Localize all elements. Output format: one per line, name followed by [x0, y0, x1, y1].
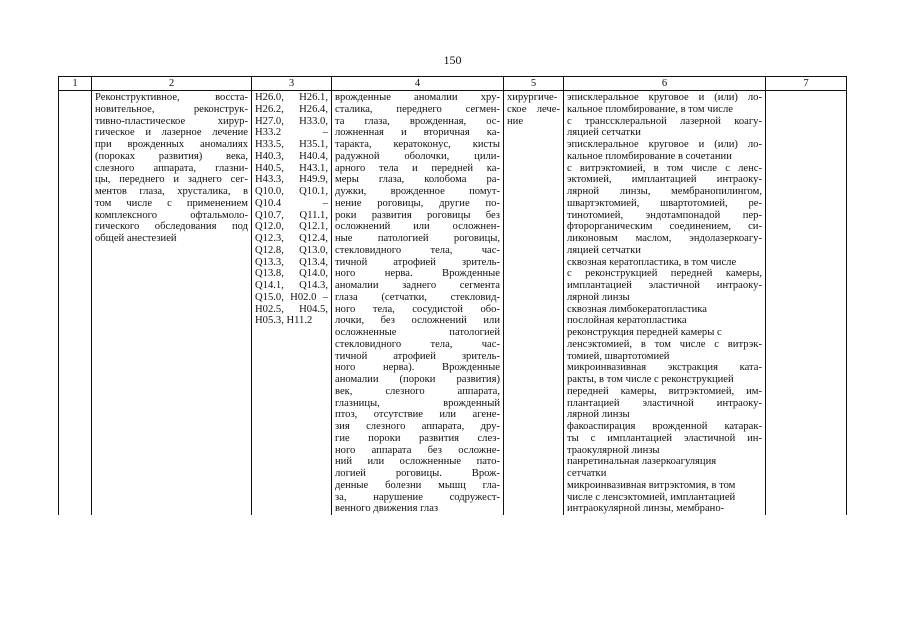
col6-line: с реконструкцией передней камеры,: [567, 268, 762, 280]
col4-line: меры глаза, колобома ра-: [335, 174, 500, 186]
col4-line: арного тела и передней ка-: [335, 162, 500, 174]
col3-line: H40.5, H43.1,: [255, 162, 328, 174]
col6-line: лярной линзы, мембранопилингом,: [567, 186, 762, 197]
cell-methods: [564, 91, 766, 516]
col4-line: логией роговицы. Врож-: [335, 468, 500, 479]
col6-line: ляцией сетчатки: [567, 244, 641, 256]
col2-line: гическое и лазерное лечение: [95, 127, 248, 139]
cell-icd-codes: [252, 91, 332, 516]
col6-line: траокулярной линзы: [567, 444, 660, 456]
col2-line: (пороках развития) века,: [95, 150, 248, 162]
col4-line: таракта, кератоконус, кисты: [335, 139, 500, 150]
col4-line: осложненные патологией: [335, 327, 500, 338]
col4-line: нение роговицы, другие по-: [335, 197, 500, 209]
col3-line: H33.5, H35.1,: [255, 139, 328, 150]
medical-procedures-table: [58, 76, 847, 515]
cell-treatment-kind: [504, 91, 564, 516]
col4-line: денные болезни мышц гла-: [335, 479, 500, 491]
col3-line: H26.0, H26.1,: [255, 92, 328, 103]
col3-line: Q12.8, Q13.0,: [255, 244, 328, 256]
cell-diagnosis: [332, 91, 504, 516]
col6-line: кальное пломбирование, в том числе: [567, 103, 733, 115]
col6-line: с витрэктомией, в том числе с ленс-: [567, 162, 762, 174]
col6-line: эписклеральное круговое и (или) ло-: [567, 139, 762, 150]
col3-line: Q10.4 –: [255, 197, 328, 209]
col6-line: лярной линзы: [567, 409, 630, 421]
col4-line: аномалии заднего сегмента: [335, 280, 500, 291]
col3-line: Q10.7, Q11.1,: [255, 209, 328, 221]
col2-line: общей анестезией: [95, 233, 177, 244]
col4-line: стекловидного тела, час-: [335, 338, 500, 350]
column-header-7: 7: [766, 77, 847, 91]
col6-line: эктомией, имплантацией интраоку-: [567, 174, 762, 186]
col4-line: глазницы, врожденный: [335, 397, 500, 409]
col6-line: фторорганическим соединением, си-: [567, 221, 762, 233]
col3-line: Q12.3, Q12.4,: [255, 233, 328, 244]
col6-line: кальное пломбирование в сочетании: [567, 150, 732, 162]
col6-line: послойная кератопластика: [567, 315, 687, 327]
col2-line: тивно-пластическое хирур-: [95, 115, 248, 127]
col4-line: тичной атрофией зритель-: [335, 350, 500, 362]
col6-line: числе с ленсэктомией, имплантацией: [567, 491, 736, 503]
column-header-3: 3: [252, 77, 332, 91]
col3-line: H33.2 –: [255, 127, 328, 139]
col4-line: птоз, отсутствие или агене-: [335, 409, 500, 421]
col6-line: сквозная лимбокератопластика: [567, 303, 707, 315]
col4-line: сталика, переднего сегмен-: [335, 103, 500, 115]
col6-line: микроинвазивная витрэктомия, в том: [567, 479, 736, 491]
col3-line: H40.3, H40.4,: [255, 150, 328, 162]
col6-line: томией, швартотомией: [567, 350, 670, 362]
col2-line: при врожденных аномалиях: [95, 139, 248, 150]
col6-line: реконструкция передней камеры с: [567, 327, 722, 338]
col6-line: лярной линзы: [567, 291, 630, 303]
col3-line: Q14.1, Q14.3,: [255, 280, 328, 291]
column-header-6: 6: [564, 77, 766, 91]
col2-line: слезного аппарата, глазни-: [95, 162, 248, 174]
column-header-5: 5: [504, 77, 564, 91]
col3-line: Q15.0, H02.0 –: [255, 291, 328, 303]
col3-line: H43.3, H49.9,: [255, 174, 328, 186]
col4-line: гие пороки развития слез-: [335, 432, 500, 444]
col4-line: за, нарушение содружест-: [335, 491, 500, 503]
col4-line: ного нерва. Врожденные: [335, 268, 500, 280]
col3-line: H27.0, H33.0,: [255, 115, 328, 127]
table-row: [59, 91, 847, 516]
column-header-2: 2: [92, 77, 252, 91]
col6-line: ликоновым маслом, эндолазеркоагу-: [567, 233, 762, 244]
col2-line: гического обследования под: [95, 221, 248, 233]
col3-line: Q13.8, Q14.0,: [255, 268, 328, 280]
page-number: 150: [443, 53, 462, 67]
col6-line: ленсэктомией, в том числе с витрэк-: [567, 338, 762, 350]
col2-line: Реконструктивное, восста-: [95, 92, 248, 103]
col6-line: передней камеры, витрэктомией, им-: [567, 385, 762, 397]
col4-line: осложнений или осложнен-: [335, 221, 500, 233]
col4-line: роки развития роговицы без: [335, 209, 500, 221]
cell-number: [59, 91, 92, 516]
col6-line: сетчатки: [567, 468, 607, 479]
col6-line: факоаспирация врожденной катарак-: [567, 421, 762, 432]
col4-line: стекловидного тела, час-: [335, 244, 500, 256]
col6-line: микроинвазивная экстракция ката-: [567, 362, 762, 374]
col3-line: Q10.0, Q10.1,: [255, 186, 328, 197]
col4-line: аномалии (пороки развития): [335, 374, 500, 385]
column-header-4: 4: [332, 77, 504, 91]
header-row: [59, 77, 847, 91]
cell-treatment-type: [92, 91, 252, 516]
col4-line: ные патологией роговицы,: [335, 233, 500, 244]
col3-line: Q12.0, Q12.1,: [255, 221, 328, 233]
col6-line: швартэктомией, швартотомией, ре-: [567, 197, 762, 209]
cell-standard: [766, 91, 847, 516]
col6-line: ляцией сетчатки: [567, 127, 641, 139]
column-header-1: 1: [59, 77, 92, 91]
col3-line: H05.3, H11.2: [255, 315, 313, 327]
col6-line: интраокулярной линзы, мембрано-: [567, 503, 725, 515]
col4-line: та глаза, врожденная, ос-: [335, 115, 500, 127]
col5-line: ние: [507, 115, 524, 127]
col6-line: тинотомией, эндотампонадой пер-: [567, 209, 762, 221]
col6-line: имплантацией эластичной интраоку-: [567, 280, 762, 291]
col3-line: Q13.3, Q13.4,: [255, 256, 328, 268]
col4-line: ного тела, сосудистой обо-: [335, 303, 500, 315]
col4-line: дужки, врожденное помут-: [335, 186, 500, 197]
col4-line: радужной оболочки, цили-: [335, 150, 500, 162]
col2-line: ментов глаза, хрусталика, в: [95, 186, 248, 197]
col4-line: врожденные аномалии хру-: [335, 92, 500, 103]
col4-line: ного нерва). Врожденные: [335, 362, 500, 374]
col4-line: венного движения глаз: [335, 503, 439, 515]
col4-line: век, слезного аппарата,: [335, 385, 500, 397]
col3-line: H02.5, H04.5,: [255, 303, 328, 315]
col2-line: том числе с применением: [95, 197, 248, 209]
col6-line: плантацией эластичной интраоку-: [567, 397, 762, 409]
col3-line: H26.2, H26.4,: [255, 103, 328, 115]
col6-line: эписклеральное круговое и (или) ло-: [567, 92, 762, 103]
col2-line: новительное, реконструк-: [95, 103, 248, 115]
col4-line: зия слезного аппарата, дру-: [335, 421, 500, 432]
col4-line: глаза (сетчатки, стекловид-: [335, 291, 500, 303]
col4-line: ний или осложненные пато-: [335, 456, 500, 468]
col6-line: с транссклеральной лазерной коагу-: [567, 115, 762, 127]
col6-line: ты с имплантацией эластичной ин-: [567, 432, 762, 444]
col4-line: лочки, без осложнений или: [335, 315, 500, 327]
col6-line: сквозная кератопластика, в том числе: [567, 256, 737, 268]
col5-line: хирургиче-: [507, 92, 558, 103]
col2-line: цы, переднего и заднего сег-: [95, 174, 248, 186]
col4-line: ного аппарата без осложне-: [335, 444, 500, 456]
col6-line: панретинальная лазеркоагуляция: [567, 456, 717, 468]
col6-line: ракты, в том числе с реконструкцией: [567, 374, 734, 385]
col4-line: ложненная и вторичная ка-: [335, 127, 500, 139]
col5-line: ское лече-: [507, 103, 560, 115]
col4-line: тичной атрофией зритель-: [335, 256, 500, 268]
col2-line: комплексного офтальмоло-: [95, 209, 248, 221]
